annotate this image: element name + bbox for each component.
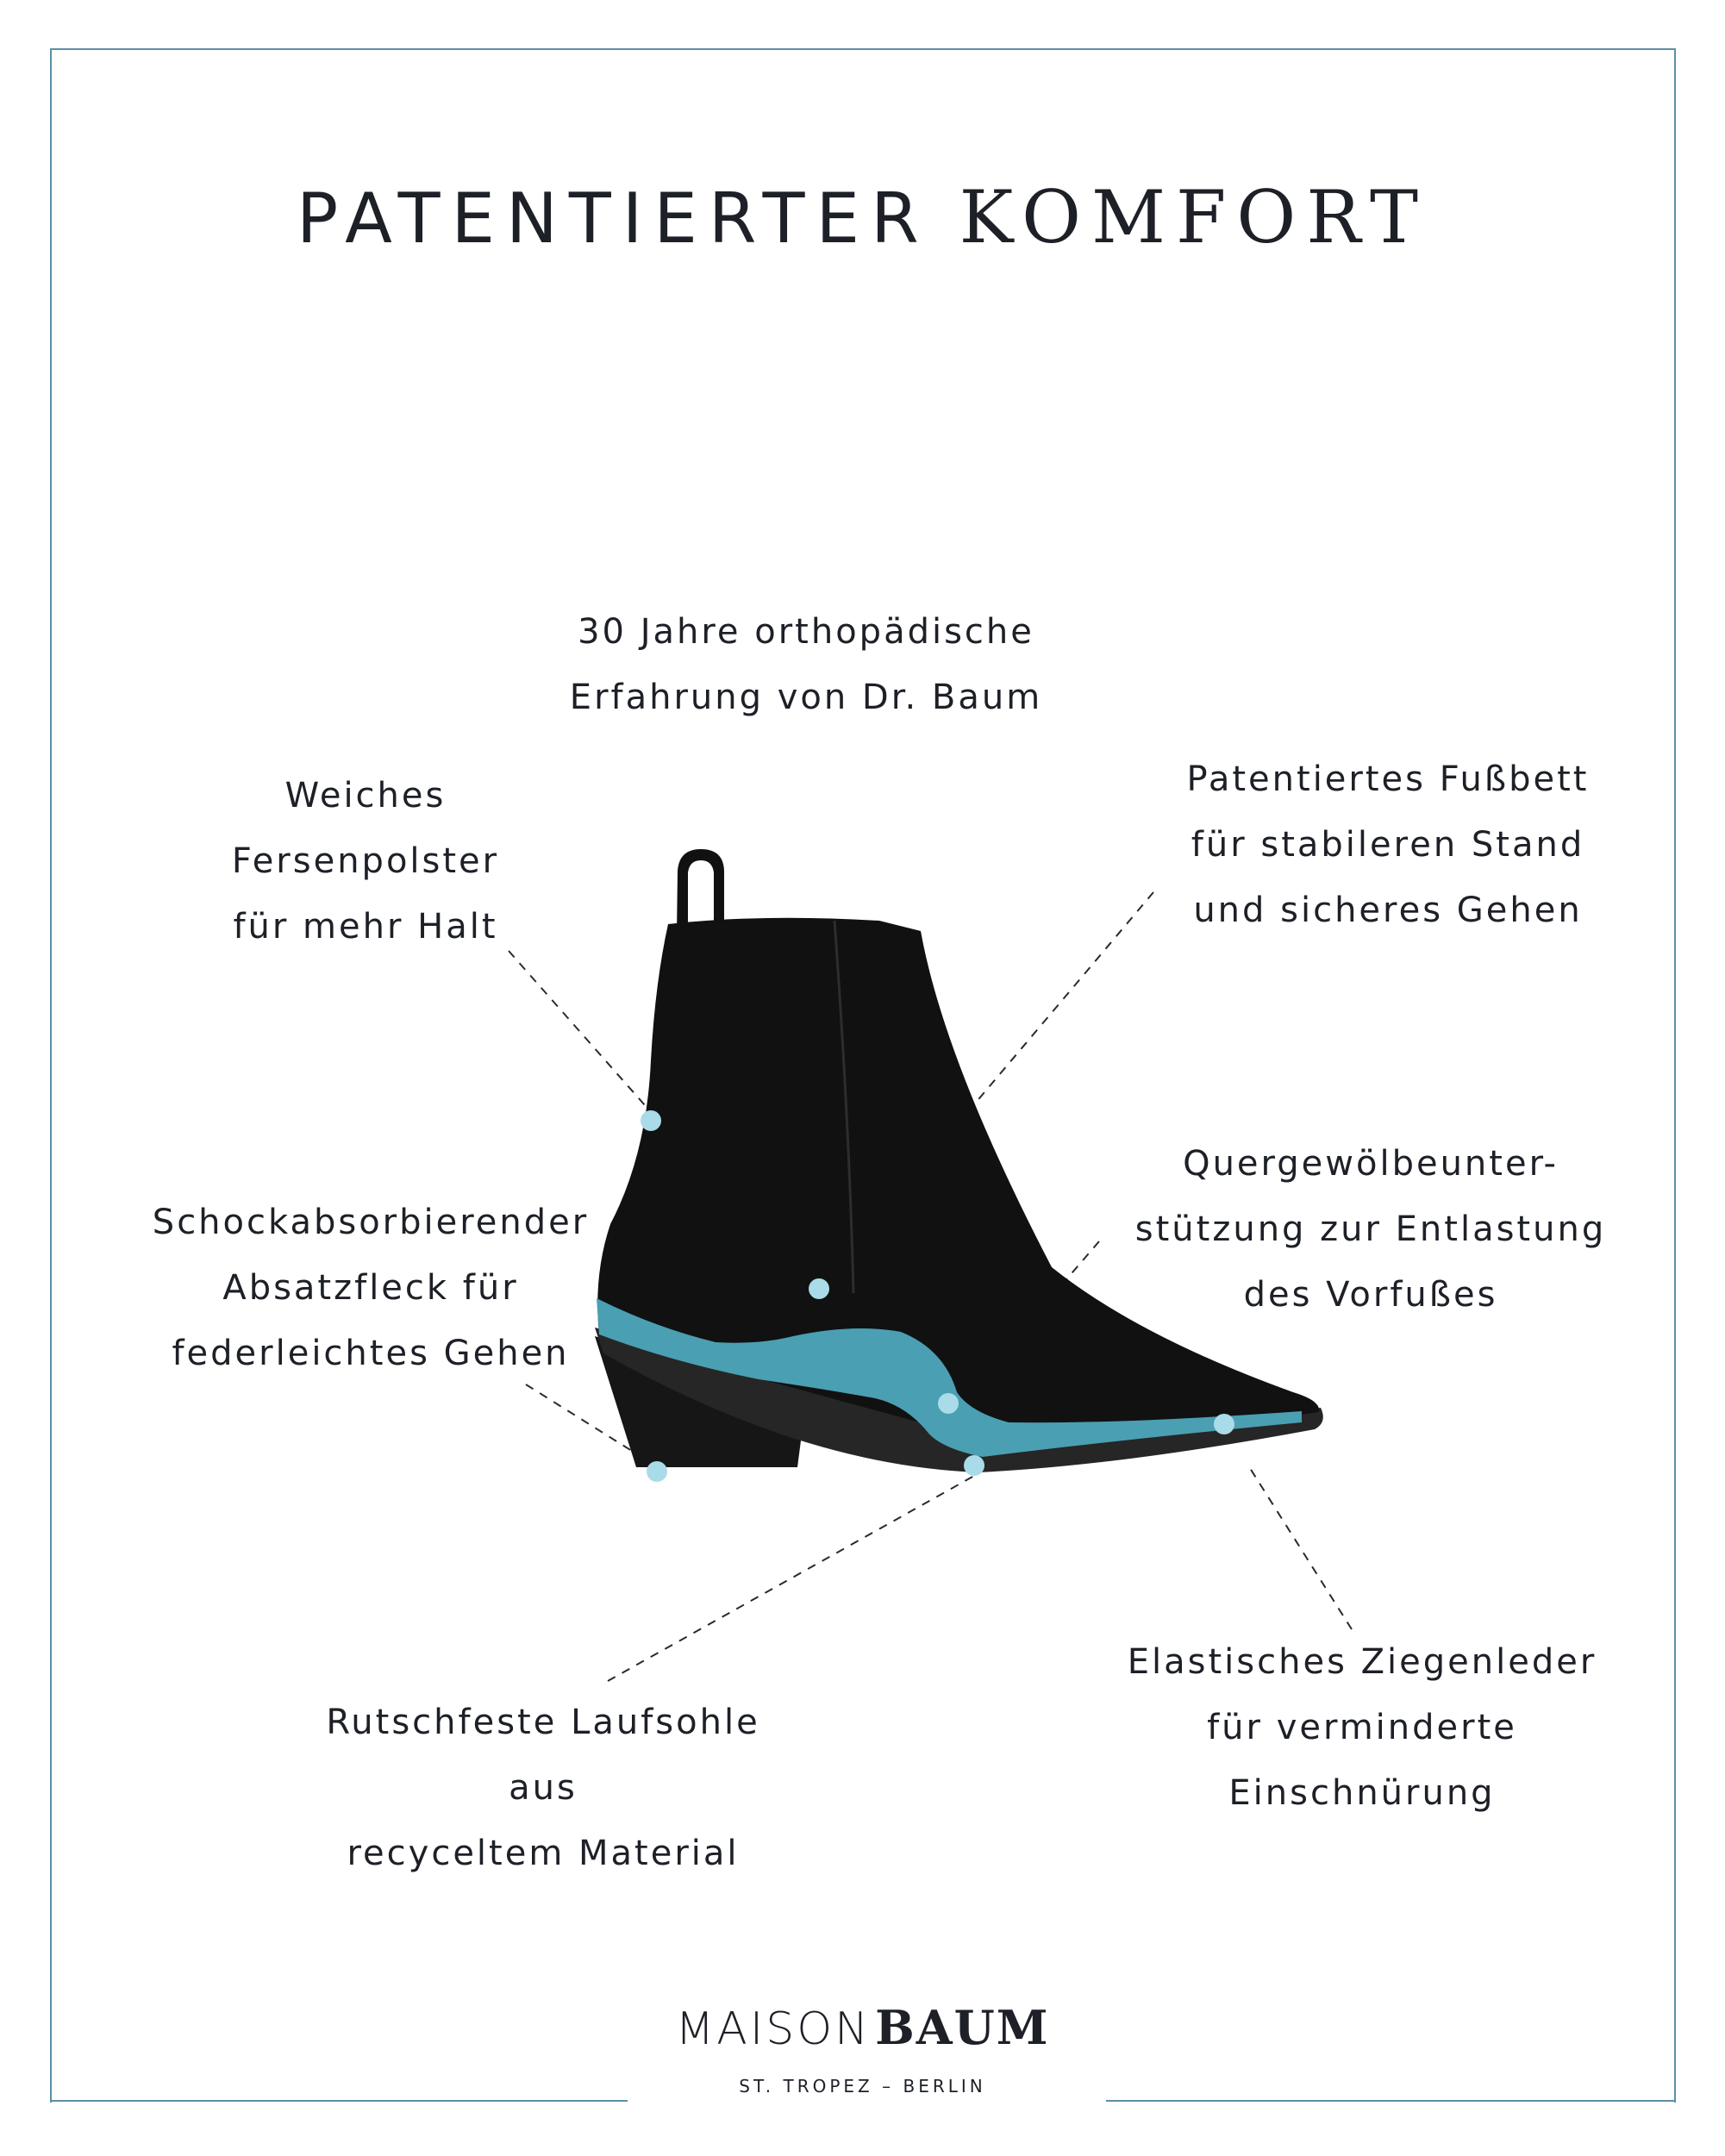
callout-arch-support-line-3: des Vorfußes [1243, 1275, 1498, 1315]
title-primary: PATENTIERTER [297, 178, 930, 259]
leader-heel-pad [509, 951, 651, 1112]
callout-heel-pad-line-1: Weiches [284, 776, 447, 816]
callout-experience-line-1: 30 Jahre orthopädische [578, 612, 1034, 652]
callout-footbed-line-1: Patentiertes Fußbett [1186, 759, 1590, 799]
marker-shock-heel [647, 1461, 667, 1482]
marker-arch-support [938, 1393, 959, 1414]
callout-leather-line-1: Elastisches Ziegenleder [1127, 1642, 1597, 1682]
callout-arch-support-line-1: Quergewölbeunter- [1183, 1144, 1559, 1184]
callout-outsole [284, 1690, 802, 1886]
callout-heel-pad-line-3: für mehr Halt [233, 907, 498, 947]
callout-heel-pad [193, 763, 538, 959]
callout-shock-heel [103, 1190, 638, 1386]
marker-footbed [809, 1278, 829, 1299]
callout-experience-line-2: Erfahrung von Dr. Baum [569, 678, 1043, 717]
marker-heel-pad [641, 1110, 661, 1131]
callout-leather-line-2: für verminderte [1207, 1708, 1517, 1747]
callout-leather-line-3: Einschnürung [1228, 1773, 1496, 1813]
callout-arch-support-line-2: stützung zur Entlastung [1134, 1209, 1607, 1249]
callout-outsole-line-1: Rutschfeste Laufsohle [326, 1703, 760, 1742]
brand-tagline: ST. TROPEZ – BERLIN [739, 2076, 986, 2097]
marker-leather [1214, 1414, 1234, 1434]
callout-heel-pad-line-2: Fersenpolster [231, 841, 500, 881]
callout-footbed-line-3: und sicheres Gehen [1193, 891, 1583, 930]
callout-shock-heel-line-1: Schockabsorbierender [152, 1203, 590, 1242]
brand-name-bold: BAUM [875, 2000, 1050, 2055]
leader-leather [1248, 1465, 1352, 1629]
callout-arch-support [1082, 1131, 1659, 1328]
callout-footbed-line-2: für stabileren Stand [1191, 825, 1585, 865]
title-secondary: KOMFORT [959, 175, 1428, 259]
callout-shock-heel-line-3: federleichtes Gehen [172, 1334, 570, 1373]
callout-outsole-line-2: aus [509, 1768, 578, 1808]
callout-outsole-line-3: recyceltem Material [347, 1834, 740, 1873]
callout-experience [517, 599, 1095, 730]
callout-shock-heel-line-2: Absatzfleck für [222, 1268, 519, 1308]
leader-outsole [608, 1476, 974, 1681]
brand-logo [0, 2000, 1725, 2055]
callout-footbed [1129, 747, 1647, 943]
marker-outsole [964, 1455, 984, 1476]
brand-name-light: MAISON [675, 2003, 872, 2055]
callout-leather [1069, 1629, 1655, 1826]
